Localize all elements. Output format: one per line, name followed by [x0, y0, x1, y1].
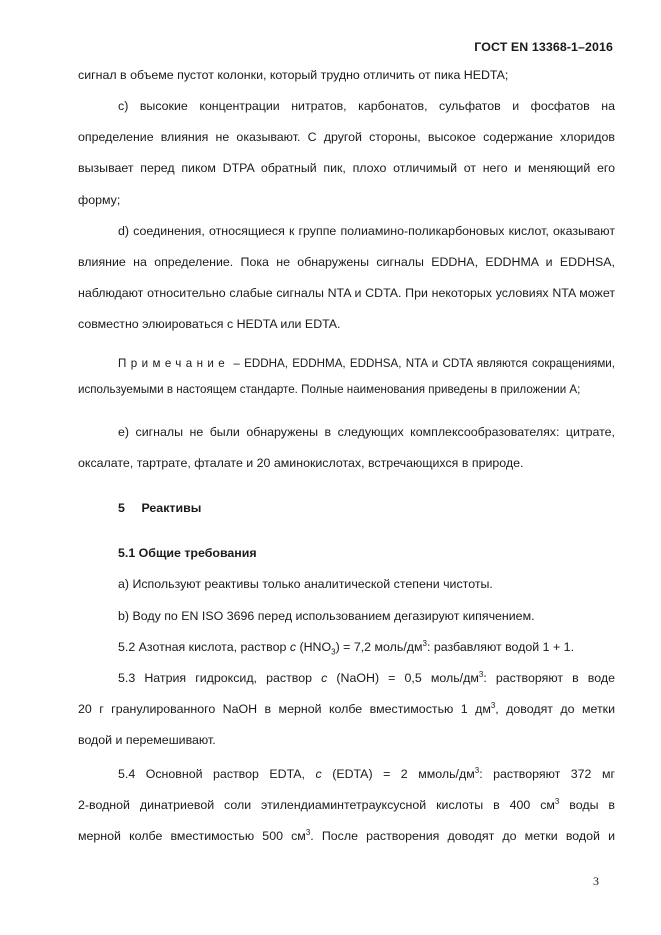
item-5-3-line-3: водой и перемешивают.	[78, 733, 216, 748]
note-text: – EDDHA, EDDHMA, EDDHSA, NTA и CDTA являются сокращениями, используемыми в настоящем стандарте. Полные наименования приведены в приложении А;	[78, 356, 615, 396]
item-5-3-line-1: 5.3 Натрия гидроксид, раствор c (NaOH) = 0,5 моль/$дм^3$: растворяют в воде	[118, 669, 615, 686]
list-item-d: d) соединения, относящиеся к группе полиамино-поликарбоновых кислот, оказывают влияние на определение. Пока не обнаружены сигналы EDDHA, EDDHMA и EDDHSA, наблюдают относительно слабые сигналы NTA и CDTA. При некоторых условиях NTA может совместно элюироваться с HEDTA или EDTA.	[78, 223, 615, 332]
item-5-4-line-2: 2-водной динатриевой соли этилендиаминтетрауксусной кислоты в 400 $см^3$ воды в	[78, 796, 615, 812]
paragraph-continuation: сигнал в объеме пустот колонки, который трудно отличить от пика HEDTA;	[78, 68, 509, 82]
concentration-symbol: c	[321, 671, 328, 686]
list-item-c: c) высокие концентрации нитратов, карбонатов, сульфатов и фосфатов на определение влияния не оказывают. С другой стороны, высокое содержание хлоридов вызывает перед пиком DTPA обратный пик, плохо отличимый от него и меняющий его форму;	[78, 99, 615, 207]
section-heading	[78, 493, 615, 524]
item-5-4-line-1: 5.4 Основной раствор EDTA, c (EDTA) = 2 ммоль/$дм^3$: растворяют 372 мг	[118, 765, 615, 781]
item-a: a) Используют реактивы только аналитической степени чистоты.	[118, 577, 493, 592]
body-text	[78, 62, 615, 852]
section-number: 5	[118, 501, 125, 516]
concentration-symbol: c	[315, 766, 322, 781]
standard-header: ГОСТ EN 13368-1–2016	[474, 40, 613, 54]
note-label: Примечание	[118, 356, 230, 370]
item-5-4-line-3: мерной колбе вместимостью 500 $см^3$. После растворения доводят до метки водой и	[78, 827, 615, 844]
item-5-2: 5.2 Азотная кислота, раствор c $(HNO_3) = 7,2$ моль/$дм^3$: разбавляют водой 1 + 1.	[118, 638, 575, 657]
concentration-symbol: c	[289, 639, 297, 654]
item-b: b) Воду по EN ISO 3696 перед использованием дегазируют кипячением.	[118, 608, 535, 623]
list-item-e: e) сигналы не были обнаружены в следующих комплексообразователях: цитрате, оксалате, тартрате, фталате и 20 аминокислотах, встречающихся в природе.	[78, 424, 615, 470]
page-number: 3	[593, 874, 599, 888]
note-paragraph	[78, 351, 615, 403]
subsection-heading: 5.1 Общие требования	[118, 546, 257, 561]
section-title: Реактивы	[141, 501, 202, 516]
item-5-3-line-2: 20 г гранулированного NaOH в мерной колбе вместимостью 1 $дм^3$, доводят до метки	[78, 701, 615, 717]
